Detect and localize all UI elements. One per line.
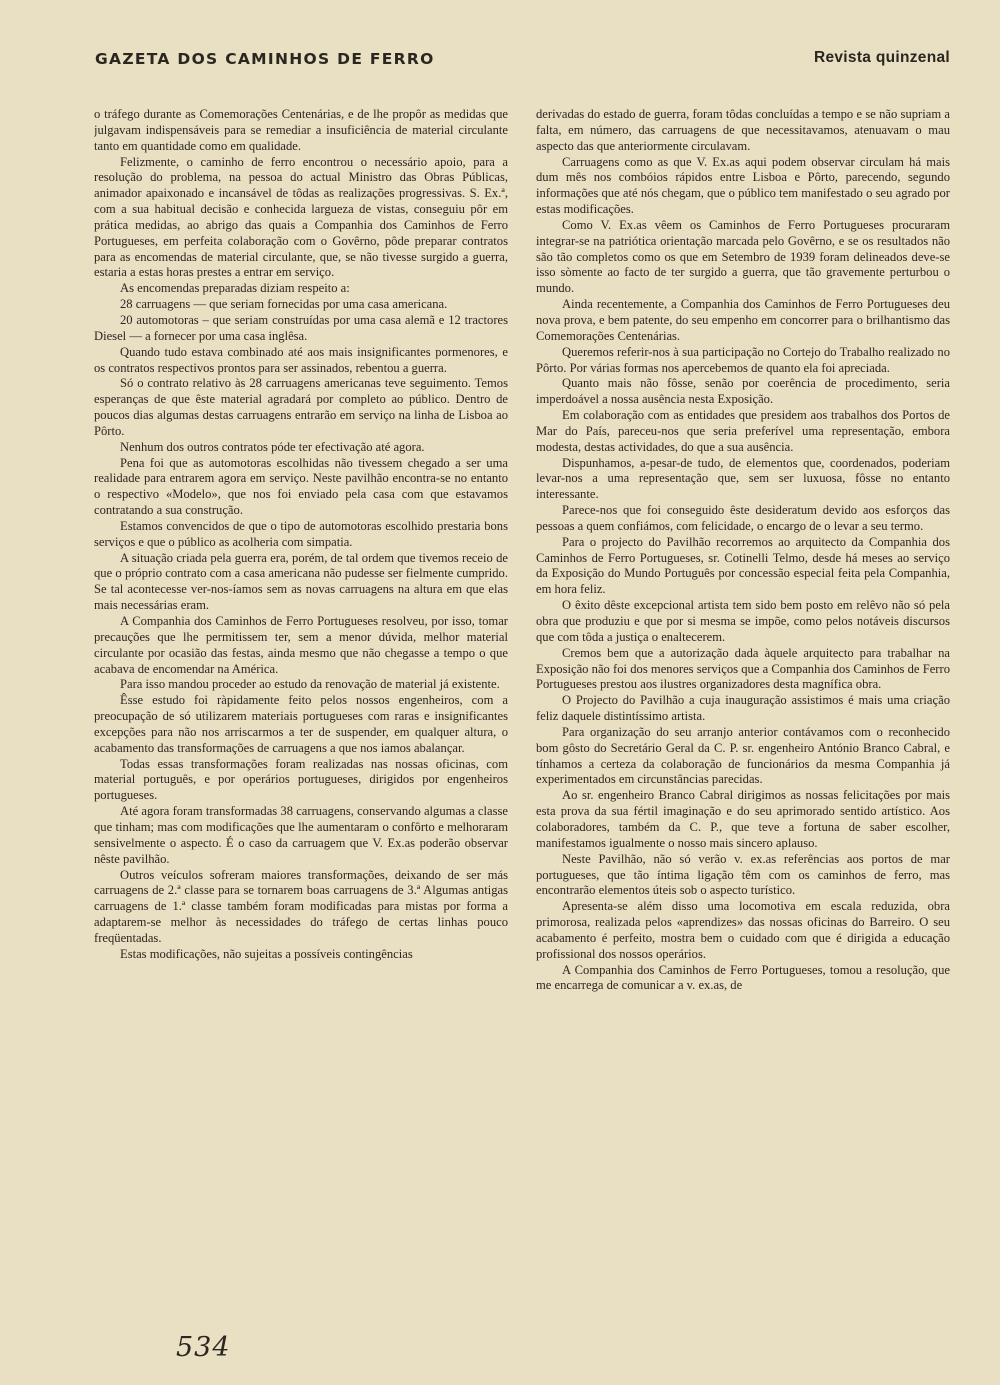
paragraph: Estamos convencidos de que o tipo de automotoras escolhido prestaria bons serviços e que o público as acolheria com simpatia. <box>94 518 508 549</box>
paragraph: Carruagens como as que V. Ex.as aqui podem observar circulam há mais dum mês nos combóios rápidos entre Lisboa e Pôrto, parecendo, segundo informações que até nós chegam, que o público tem manifestado o seu agrado por estas modificações. <box>536 154 950 217</box>
paragraph: o tráfego durante as Comemorações Centenárias, e de lhe propôr as medidas que julgavam indispensáveis para se remediar a insuficiência de material circulante tanto em quantidade como em qualidade. <box>94 107 508 153</box>
paragraph: Quando tudo estava combinado até aos mais insignificantes pormenores, e os contratos respectivos prontos para ser assinados, rebentou a guerra. <box>94 344 508 375</box>
paragraph: A Companhia dos Caminhos de Ferro Portugueses resolveu, por isso, tomar precauções que lhe permitissem ter, sem a menor dúvida, melhor material circulante por ocasião das festas, ainda mesmo que não chegasse a tempo o que acabava de encomendar na América. <box>94 614 508 676</box>
paragraph: derivadas do estado de guerra, foram tôdas concluídas a tempo e se não supriam a falta, em número, das carruagens de que necessitavamos, atenuavam o mau aspecto das que anteriormente circulavam. <box>536 107 950 153</box>
paragraph: O êxito dêste excepcional artista tem sido bem posto em relêvo não só pela obra que produziu e que por si mesma se impõe, como pelos notáveis discursos que com tôda a justiça o enaltecerem. <box>536 598 950 644</box>
paragraph: Estas modificações, não sujeitas a possíveis contingências <box>120 946 413 961</box>
paragraph: As encomendas preparadas diziam respeito a: <box>120 281 350 296</box>
page-number: 534 <box>176 1332 231 1363</box>
paragraph: A situação criada pela guerra era, porém, de tal ordem que tivemos receio de que o próprio contrato com a casa americana não pudesse ser fielmente cumprido. Se tal acontecesse ver-nos-íamos sem as novas carruagens na altura em que elas mais necessárias eram. <box>94 550 508 613</box>
paragraph: Só o contrato relativo às 28 carruagens americanas teve seguimento. Temos esperanças de que êste material agradará por completo ao público. Dentro de poucos dias algumas destas carruagens entrarão em serviço na linha de Lisboa ao Pôrto. <box>94 376 508 438</box>
paragraph: Pena foi que as automotoras escolhidas não tivessem chegado a ser uma realidade para entrarem agora em serviço. Neste pavilhão encontra-se no entanto o respectivo «Modelo», que nos foi enviado pela casa com que estavamos contratando a sua construção. <box>94 455 508 518</box>
paragraph: Queremos referir-nos à sua participação no Cortejo do Trabalho realizado no Pôrto. Por várias formas nos apercebemos de quanto ela foi apreciada. <box>536 344 950 375</box>
right-text-column <box>536 107 950 1304</box>
paragraph: Para o projecto do Pavilhão recorremos ao arquitecto da Companhia dos Caminhos de Ferro Portugueses, sr. Cotinelli Telmo, desde há meses ao serviço da Exposição do Mundo Português por concessão especial feita pela Companhia, em hora feliz. <box>536 534 950 597</box>
paragraph: Para organização do seu arranjo anterior contávamos com o reconhecido bom gôsto do Secretário Geral da C. P. sr. engenheiro António Branco Cabral, e tínhamos a certeza da colaboração de funcionários da mesma Companhia já experimentados em circunstâncias parecidas. <box>536 724 950 787</box>
paragraph: 28 carruagens — que seriam fornecidas por uma casa americana. <box>120 297 448 312</box>
paragraph: Felizmente, o caminho de ferro encontrou o necessário apoio, para a resolução do problema, na pessoa do actual Ministro das Obras Públicas, animador apaixonado e incansável de tôdas as realizações progressivas. S. Ex.ª, com a sua habitual decisão e conhecida largueza de vistas, conseguiu pôr em prática medidas, ao abrigo das quais a Companhia dos Caminhos de Ferro Portugueses, em perfeita colaboração com o Govêrno, pôde preparar contratos para as encomendas de material circulante, que, se não tivesse surgido a guerra, estaria a estas horas prestes a entrar em serviço. <box>94 154 508 280</box>
paragraph: Ao sr. engenheiro Branco Cabral dirigimos as nossas felicitações por mais esta prova da sua fértil imaginação e do seu aprimorado sentido artístico. Aos colaboradores, também da C. P., que teve a fortuna de saber escolher, manifestamos igualmente o nosso mais sincero aplauso. <box>536 788 950 850</box>
paragraph: A Companhia dos Caminhos de Ferro Portugueses, tomou a resolução, que me encarrega de comunicar a v. ex.as, de <box>536 962 950 993</box>
paragraph: Como V. Ex.as vêem os Caminhos de Ferro Portugueses procuraram integrar-se na patriótica orientação marcada pelo Govêrno, e se os resultados não são tão completos como os que em Setembro de 1939 foram delineados deve-se isso sòmente ao facto de ter surgido a guerra, que tão gravemente perturbou o mundo. <box>536 217 950 296</box>
paragraph: Cremos bem que a autorização dada àquele arquitecto para trabalhar na Exposição não foi dos menores serviços que a Companhia dos Caminhos de Ferro Portugueses prestou aos ilustres organizadores desta magnífica obra. <box>536 645 950 692</box>
paragraph: Até agora foram transformadas 38 carruagens, conservando algumas a classe que tinham; mas com modificações que lhe aumentaram o confôrto e melhoraram sensivelmente o aspecto. É o caso da carruagem que V. Ex.as poderão observar nêste pavilhão. <box>94 804 508 866</box>
left-text-column <box>94 107 508 1304</box>
paragraph: Quanto mais não fôsse, senão por coerência de procedimento, seria imperdoável a nossa ausência nesta Exposição. <box>536 376 950 407</box>
paragraph: Apresenta-se além disso uma locomotiva em escala reduzida, obra primorosa, realizada pelos «aprendizes» das nossas oficinas do Barreiro. O seu acabamento é perfeito, mostra bem o cuidado com que é dirigida a educação profissional dos nossos operários. <box>536 899 950 961</box>
paragraph: Nenhum dos outros contratos póde ter efectivação até agora. <box>120 439 425 454</box>
paragraph: 20 automotoras – que seriam construídas por uma casa alemã e 12 tractores Diesel — a fornecer por uma casa inglêsa. <box>94 312 508 343</box>
publication-frequency: Revista quinzenal <box>813 49 950 66</box>
paragraph: Ainda recentemente, a Companhia dos Caminhos de Ferro Portugueses deu nova prova, e bem patente, do seu empenho em concorrer para o brilhantismo das Comemorações Centenárias. <box>536 297 950 343</box>
paragraph: Êsse estudo foi ràpidamente feito pelos nossos engenheiros, com a preocupação de só utilizarem materiais portugueses com raras e insignificantes excepções para não nos arriscarmos a ter de suspender, em qualquer altura, o acabamento das transformações de carruagens a que nos iamos abalançar. <box>94 693 508 755</box>
paragraph: Outros veículos sofreram maiores transformações, deixando de ser más carruagens de 2.ª classe para se tornarem boas carruagens de 3.ª Algumas antigas carruagens de 1.ª classe também foram modificadas para mistas por forma a adaptarem-se melhor às necessidades do tráfego de certas linhas pouco freqüentadas. <box>94 867 508 945</box>
paragraph: Em colaboração com as entidades que presidem aos trabalhos dos Portos de Mar do País, pareceu-nos que seria preferível uma representação, embora modesta, destas actividades, do que a sua ausência. <box>536 408 950 454</box>
paragraph: Dispunhamos, a-pesar-de tudo, de elementos que, coordenados, poderiam levar-nos a uma representação que, sem ser luxuosa, fôsse no entanto interessante. <box>536 455 950 502</box>
paragraph: Parece-nos que foi conseguido êste desideratum devido aos esforços das pessoas a quem confiámos, com felicidade, o encargo de o levar a seu termo. <box>536 503 950 533</box>
paragraph: Neste Pavilhão, não só verão v. ex.as referências aos portos de mar portugueses, que tão íntima ligação têm com os caminhos de ferro, mas encontrarão elementos úteis sob o aspecto turístico. <box>536 851 950 898</box>
paragraph: O Projecto do Pavilhão a cuja inauguração assistimos é mais uma criação feliz daquele distintíssimo artista. <box>536 693 950 724</box>
publication-title: GAZETA DOS CAMINHOS DE FERRO <box>95 50 435 68</box>
paragraph: Para isso mandou proceder ao estudo da renovação de material já existente. <box>120 677 500 692</box>
paragraph: Todas essas transformações foram realizadas nas nossas oficinas, com material português, e por operários portugueses, dirigidos por engenheiros portugueses. <box>94 756 508 803</box>
